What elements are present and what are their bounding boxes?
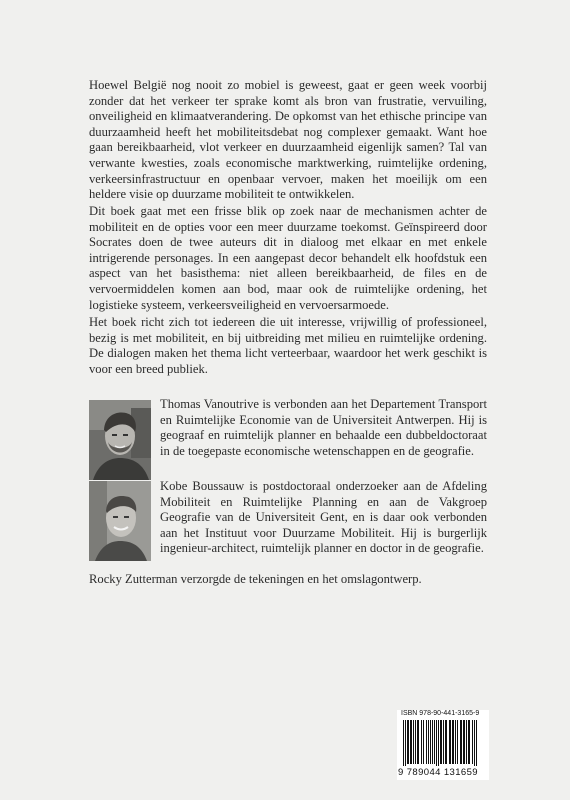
barcode-bar bbox=[474, 720, 475, 766]
barcode-bar bbox=[407, 720, 409, 764]
author-bio-kobe-boussauw: Kobe Boussauw is postdoctoraal onderzoeker aan de Afdeling Mobiliteit en Ruimtelijke Planning en aan de Vakgroep Geografie van de Universiteit Gent, en is daar ook verbonden aan het Instituut voor Duurzame Mobiliteit. Hij is burgerlijk ingenieur-architect, ruimtelijk planner en doctor in de geografie. bbox=[160, 479, 487, 556]
barcode-bar bbox=[413, 720, 414, 764]
barcode-bar bbox=[457, 720, 458, 764]
barcode-bar bbox=[436, 720, 437, 766]
blurb-paragraph-1: Hoewel België nog nooit zo mobiel is geweest, gaat er geen week voorbij zonder dat het verkeer ter sprake komt als bron van frustratie, vervuiling, onveiligheid en klimaatverandering. De opkomst van het ethische principe van duurzaamheid heeft het mobiliteitsdebat nog complexer gemaakt. Want hoe gaan bereikbaarheid, vlot verkeer en duurzaamheid eigenlijk samen? Tal van verwante kwesties, zoals economische marktwerking, ruimtelijke ordening, verkeersinfrastructuur en openbaar vervoer, maken het moeilijk om een heldere visie op duurzame mobiliteit te ontwikkelen. bbox=[89, 78, 487, 202]
barcode-bar bbox=[452, 720, 454, 764]
barcode-bar bbox=[417, 720, 419, 764]
barcode-bar bbox=[455, 720, 456, 764]
barcode-digits: 9 789044 131659 bbox=[398, 767, 478, 778]
barcode-bar bbox=[410, 720, 412, 764]
barcode-bar bbox=[449, 720, 451, 764]
author-photo-thomas-vanoutrive bbox=[89, 400, 151, 480]
illustrator-credit: Rocky Zutterman verzorgde de tekeningen en het omslagontwerp. bbox=[89, 572, 422, 586]
author-photo-kobe-boussauw bbox=[89, 481, 151, 561]
barcode-bar bbox=[421, 720, 422, 764]
barcode-bar bbox=[472, 720, 473, 764]
barcode-bar bbox=[463, 720, 465, 764]
barcode-bar bbox=[468, 720, 470, 764]
barcode-bar bbox=[426, 720, 427, 764]
blurb-paragraph-3: Het boek richt zich tot iedereen die uit interesse, vrijwillig of professioneel, bezig is met mobiliteit, en bij uitbreiding met milieu en ruimtelijke ordening. De dialogen maken het thema licht verteerbaar, waardoor het werk geschikt is voor een breed publiek. bbox=[89, 315, 487, 376]
barcode-bar bbox=[428, 720, 429, 764]
barcode-bar bbox=[403, 720, 404, 766]
barcode-bar bbox=[466, 720, 467, 764]
barcode-bar bbox=[476, 720, 477, 766]
isbn-label: ISBN 978-90-441-3165-9 bbox=[401, 710, 480, 717]
barcode-bar bbox=[432, 720, 433, 764]
barcode-bar bbox=[445, 720, 447, 764]
barcode-bar bbox=[415, 720, 416, 764]
barcode-bar bbox=[443, 720, 444, 764]
blurb-paragraph-2: Dit boek gaat met een frisse blik op zoek naar de mechanismen achter de mobiliteit en de opties voor een meer duurzame toekomst. Geïnspireerd door Socrates doen de twee auteurs dit in dialoog met elkaar en met enkele intrigerende personages. In een aangepast decor behandelt elk hoofdstuk een aspect van het basisthema: niet alleen bereikbaarheid, de files en de vervoermiddelen komen aan bod, maar ook de ruimtelijke ordening, het logistieke systeem, verkeersveiligheid en vervoersarmoede. bbox=[89, 204, 487, 312]
barcode bbox=[400, 720, 486, 766]
barcode-bar bbox=[440, 720, 442, 764]
author-bio-thomas-vanoutrive: Thomas Vanoutrive is verbonden aan het Departement Transport en Ruimtelijke Economie van de Universiteit Antwerpen. Hij is geograaf en ruimtelijk planner en behaalde een dubbeldoctoraat in de toegepaste economische wetenschappen en de geografie. bbox=[160, 397, 487, 458]
barcode-bar bbox=[438, 720, 439, 766]
barcode-bar bbox=[460, 720, 462, 764]
barcode-bar bbox=[423, 720, 424, 764]
barcode-bar bbox=[430, 720, 431, 764]
barcode-bar bbox=[434, 720, 435, 764]
barcode-bar bbox=[405, 720, 406, 766]
